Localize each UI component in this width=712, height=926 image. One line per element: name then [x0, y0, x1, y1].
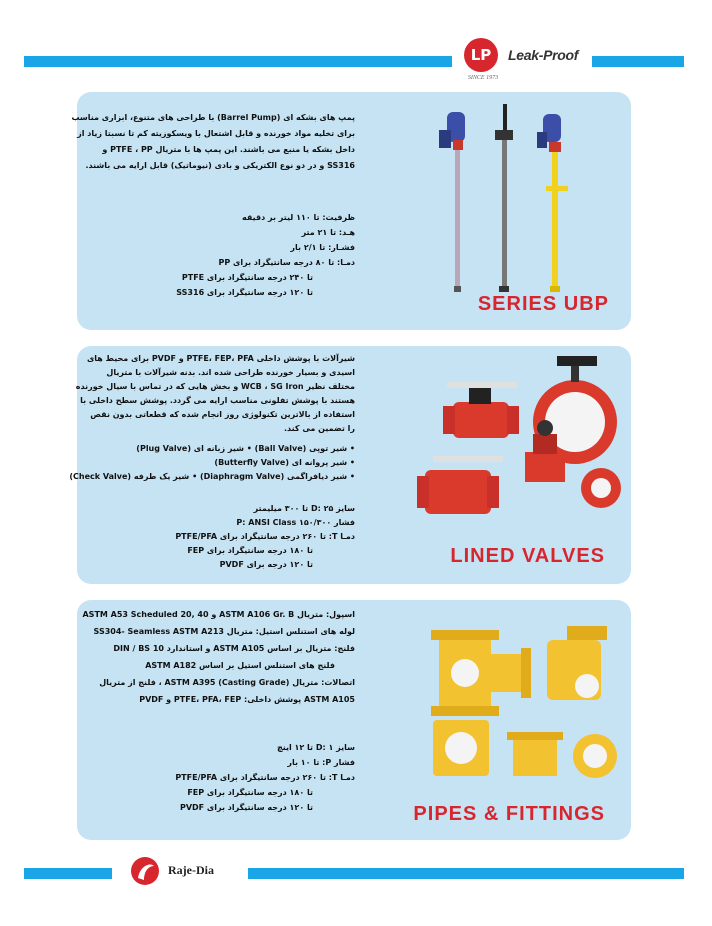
ubp-desc-line: SS316 و در دو نوع الکتریکی و بادی (نیوماتیک) قابل ارایه می باشند.	[85, 161, 355, 170]
ubp-spec-line: تا ۱۲۰ درجه سانتیگراد برای SS316	[176, 288, 313, 297]
pipes-spec-line: فشار P: تا ۱۰ بار	[287, 758, 355, 767]
footer-stripe-right	[248, 868, 684, 879]
valves-spec-line: سایز D: ۲۵ تا ۳۰۰ میلیمتر	[253, 504, 355, 513]
ubp-spec-line: تا ۲۴۰ درجه سانتیگراد برای PTFE	[181, 273, 313, 282]
valves-desc-line: هستند با پوشش تفلونی مناسب ارایه می گردد. پوشش سطح داخلی با	[80, 396, 355, 405]
valves-desc-line: استفاده از بالاترین تکنولوژی روز انجام شده که قطعاتی بدون نقص	[90, 410, 355, 419]
ubp-spec-line: هـد: تا ۲۱ متر	[301, 228, 355, 237]
valves-desc-line: مختلف نظیر WCB ، SG Iron و بخش هایی که در تماس با سیال خورنده	[75, 382, 355, 391]
valves-desc-line: را تضمین می کند.	[283, 424, 355, 433]
pipes-desc-line: لوله های استنلس استیل: متریال SS304- Seamless ASTM A213	[93, 627, 355, 636]
ubp-description	[71, 110, 355, 174]
valves-title: LINED VALVES	[450, 545, 605, 567]
valves-types-list	[69, 442, 355, 484]
brand-since: SINCE 1973	[467, 75, 499, 81]
valves-description	[75, 352, 355, 436]
pipes-fittings-photo	[417, 616, 623, 802]
ubp-desc-line: پمپ های بشکه ای (Barrel Pump) با طراحی های متنوع، ابزاری مناسب	[71, 113, 355, 122]
lined-valves-photo	[417, 352, 623, 540]
pipes-desc-line: فلنج های استنلس استیل بر اساس ASTM A182	[145, 661, 335, 670]
valves-spec-line: فشار P: ANSI Class ۱۵۰/۳۰۰	[236, 518, 355, 527]
ubp-desc-line: برای تخلیه مواد خورنده و قابل اشتعال با ویسکوزیته کم تا نسبتا زیاد از	[77, 129, 355, 138]
panel-pipes-fittings	[77, 600, 631, 840]
valve-type-item: • شیر پروانه ای (Butterfly Valve)	[214, 458, 355, 467]
pipes-title: PIPES & FITTINGS	[413, 803, 605, 825]
pipes-specs	[87, 740, 355, 815]
header-stripe-right	[592, 56, 684, 67]
pipes-spec-line: تا ۱۲۰ درجه سانتیگراد برای PVDF	[179, 803, 313, 812]
raje-dia-logo-icon	[130, 856, 160, 886]
footer-brand-name: Raje-Dia	[168, 863, 214, 877]
valves-spec-line: تا ۱۸۰ درجه سانتیگراد برای FEP	[187, 546, 313, 555]
ubp-spec-line: فشـار: تا ۲/۱ بار	[290, 243, 355, 252]
ubp-spec-line: دمـا: تا ۸۰ درجه سانتیگراد برای PP	[218, 258, 355, 267]
footer-stripe-left	[24, 868, 112, 879]
brand-logo	[460, 36, 596, 88]
pipes-description	[82, 606, 355, 708]
valves-spec-line: دمـا T: تا ۲۶۰ درجه سانتیگراد برای PTFE/PFA	[175, 532, 355, 541]
ubp-specs	[87, 210, 355, 300]
valves-specs	[87, 502, 355, 572]
pipes-spec-line: دمـا T: تا ۲۶۰ درجه سانتیگراد برای PTFE/PFA	[175, 773, 355, 782]
valve-type-item: • شیر توپی (Ball Valve) • شیر زبانه ای (Plug Valve)	[136, 444, 355, 453]
pipes-spec-line: سایز D: ۱ تا ۱۲ اینچ	[276, 743, 355, 752]
ubp-spec-line: ظرفیت: تا ۱۱۰ لیتر بر دقیقه	[242, 213, 355, 222]
valves-desc-line: شیرآلات با پوشش داخلی PTFE، FEP، PFA و PVDF برای محیط های	[86, 354, 355, 363]
leakproof-logo-icon: LP	[464, 38, 498, 72]
panel-series-ubp	[71, 92, 631, 330]
valves-desc-line: اسیدی و بسیار خورنده طراحی شده اند. بدنه شیرآلات با متریال	[106, 368, 355, 377]
header-stripe-left	[24, 56, 452, 67]
pipes-spec-line: تا ۱۸۰ درجه سانتیگراد برای FEP	[187, 788, 313, 797]
pipes-desc-line: فلنج: متریال بر اساس ASTM A105 و استاندارد DIN / BS 10	[113, 644, 355, 653]
ubp-title: SERIES UBP	[477, 293, 609, 315]
ubp-desc-line: داخل بشکه یا منبع می باشند. این پمپ ها با متریال PTFE ، PP و	[102, 145, 355, 154]
pipes-desc-line: اسپول: متریال ASTM A106 Gr. B و ASTM A53 Scheduled 20, 40	[82, 610, 355, 619]
brand-name: Leak-Proof	[508, 47, 579, 63]
barrel-pumps-photo	[429, 100, 619, 296]
valves-spec-line: تا ۱۲۰ درجه برای PVDF	[219, 560, 313, 569]
panel-lined-valves	[69, 346, 631, 584]
valve-type-item: • شیر دیافراگمی (Diaphragm Valve) • شیر یک طرفه (Check Valve)	[69, 472, 355, 481]
pipes-desc-line: اتصالات: متریال (ASTM A395 (Casting Grade ، فلنج از متریال	[99, 678, 355, 687]
pipes-desc-line: ASTM A105 پوشش داخلی: PTFE، PFA، FEP و PVDF	[139, 695, 355, 704]
